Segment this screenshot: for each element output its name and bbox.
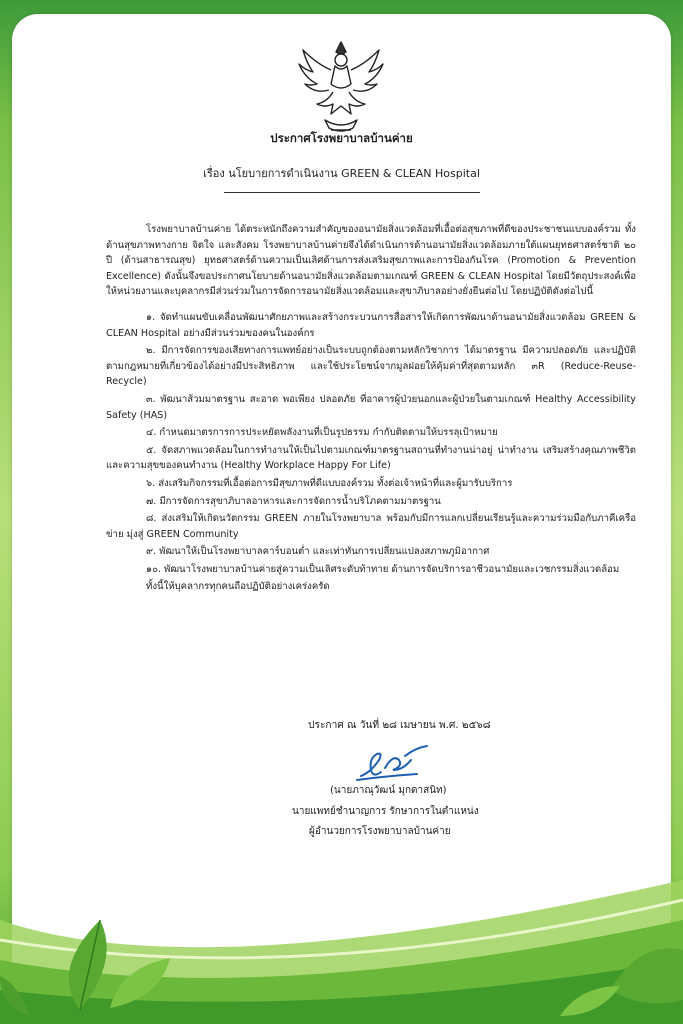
- signature-mark-icon: [355, 742, 435, 784]
- subject-divider: [224, 192, 480, 193]
- signer-title-line-1: นายแพทย์ชำนาญการ รักษาการในตำแหน่ง: [292, 806, 479, 817]
- policy-item-6: ๖. ส่งเสริมกิจกรรมที่เอื้อต่อการมีสุขภาพที่ดีแบบองค์รวม ทั้งต่อเจ้าหน้าที่และผู้มารับบริการ: [146, 477, 513, 489]
- policy-item-4: ๔. กำหนดมาตรการการประหยัดพลังงานที่เป็นรูปธรรม กำกับติดตามให้บรรลุเป้าหมาย: [146, 427, 498, 439]
- policy-item-3: ๓. พัฒนาส้วมมาตรฐาน สะอาด พอเพียง ปลอดภัย ที่อาคารผู้ป่วยนอกและผู้ป่วยในตามเกณฑ์ Healthy Accessibility Safety (HAS): [106, 393, 636, 421]
- policy-item-7: ๗. มีการจัดการสุขาภิบาลอาหารและการจัดการน้ำบริโภคตามมาตรฐาน: [146, 495, 441, 507]
- policy-item-8: ๘. ส่งเสริมให้เกิดนวัตกรรม GREEN ภายในโรงพยาบาล พร้อมกับมีการแลกเปลี่ยนเรียนรู้และความร่วมมือกับภาคีเครือข่าย มุ่งสู่ GREEN Community: [106, 513, 636, 540]
- signer-title-line-2: ผู้อำนวยการโรงพยาบาลบ้านค่าย: [309, 826, 451, 837]
- policy-item-2: ๒. มีการจัดการของเสียทางการแพทย์อย่างเป็นระบบถูกต้องตามหลักวิชาการ ได้มาตรฐาน มีความปลอดภัย และปฏิบัติตามกฎหมายที่เกี่ยวข้องได้อย่างมีประสิทธิภาพ และใช้ประโยชน์จากมูลฝอยให้คุ้มค่าที่สุดตามหลัก ๓R (Reduce-Reuse-Recycle): [106, 345, 636, 388]
- announcement-date: ประกาศ ณ วันที่ ๒๘ เมษายน พ.ศ. ๒๕๖๘: [308, 720, 491, 731]
- policy-item-1: ๑. จัดทำแผนขับเคลื่อนพัฒนาศักยภาพและสร้างกระบวนการสื่อสารให้เกิดการพัฒนาด้านอนามัยสิ่งแวดล้อม GREEN & CLEAN Hospital อย่างมีส่วนร่วมของคนในองค์กร: [106, 311, 636, 339]
- document-heading: ประกาศโรงพยาบาลบ้านค่าย: [270, 131, 413, 145]
- garuda-emblem-icon: [295, 36, 387, 136]
- policy-item-10: ๑๐. พัฒนาโรงพยาบาลบ้านค่ายสู่ความเป็นเลิศระดับท้าทาย ด้านการจัดบริการอาชีวอนามัยและเวชกรรมสิ่งแวดล้อม: [146, 563, 620, 575]
- document-body: [106, 222, 636, 595]
- signer-name: (นายภาณุวัฒน์ มุกดาสนิท): [330, 785, 447, 796]
- document-subject: เรื่อง นโยบายการดำเนินงาน GREEN & CLEAN Hospital: [203, 167, 480, 180]
- leaf-decoration-icon: [0, 840, 683, 1024]
- intro-paragraph: โรงพยาบาลบ้านค่าย ได้ตระหนักถึงความสำคัญของอนามัยสิ่งแวดล้อมที่เอื้อต่อสุขภาพที่ดีของประชาชนแบบองค์รวม ทั้งด้านสุขภาพทางกาย จิตใจ และสังคม โรงพยาบาลบ้านค่ายจึงได้ดำเนินการด้านอนามัยสิ่งแวดล้อมภายใต้แผนยุทธศาสตร์ชาติ ๒๐ ปี (ด้านสาธารณสุข) ยุทธศาสตร์ด้านความเป็นเลิศด้านการส่งเสริมสุขภาพและการป้องกันโรค (Promotion & Prevention Excellence) ดังนั้นจึงขอประกาศนโยบายด้านอนามัยสิ่งแวดล้อมตามเกณฑ์ GREEN & CLEAN Hospital โดยมีวัตถุประสงค์เพื่อให้หน่วยงานและบุคลากรมีส่วนร่วมในการจัดการอนามัยสิ่งแวดล้อมและสุขาภิบาลอย่างยั่งยืนต่อไป โดยปฏิบัติดังต่อไปนี้: [106, 224, 636, 298]
- closing-statement: ทั้งนี้ให้บุคลากรทุกคนถือปฏิบัติอย่างเคร่งครัด: [146, 581, 330, 593]
- policy-item-5: ๕. จัดสภาพแวดล้อมในการทำงานให้เป็นไปตามเกณฑ์มาตรฐานสถานที่ทำงานน่าอยู่ น่าทำงาน เสริมสร้างคุณภาพชีวิตและความสุขของคนทำงาน (Healthy Workplace Happy For Life): [106, 444, 636, 472]
- policy-item-9: ๙. พัฒนาให้เป็นโรงพยาบาลคาร์บอนต่ำ และเท่าทันการเปลี่ยนแปลงสภาพภูมิอากาศ: [146, 546, 490, 558]
